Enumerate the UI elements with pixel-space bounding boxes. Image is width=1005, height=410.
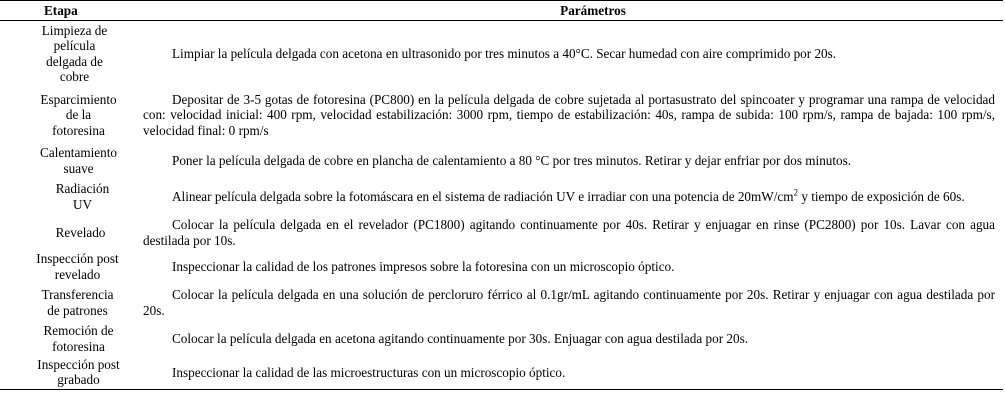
table-row: [0, 87, 1003, 144]
table-row: [0, 322, 1003, 356]
stage-cell: Inspección post revelado: [36, 251, 119, 282]
parameters-cell: Depositar de 3-5 gotas de fotoresina (PC800) en la película delgada de cobre sujetada al portasustrato del spincoater y programar una rampa de velocidad con: velocidad inicial: 400 rpm, velocidad estabilización: 3000 rpm, tiempo de estabilización: 40s, rampa de subida: 100 rpm/s, rampa de bajada: 100 rpm/s, velocidad final: 0 rpm/s: [143, 92, 995, 138]
stage-cell: Radiación UV: [55, 181, 110, 212]
table-row: [0, 284, 1003, 322]
parameters-cell: Colocar la película delgada en una solución de percloruro férrico al 0.1gr/mL agitando continuamente por 20s. Retirar y enjuagar con agua destilada por 20s.: [143, 287, 995, 318]
parameters-cell: Inspeccionar la calidad de los patrones impresos sobre la fotoresina con un microscopio óptico.: [172, 258, 675, 274]
table-row: [0, 178, 1003, 216]
parameters-cell: Limpiar la película delgada con acetona en ultrasonido por tres minutos a 40°C. Secar humedad con aire comprimido por 20s.: [172, 46, 837, 62]
parameters-cell: Poner la película delgada de cobre en plancha de calentamiento a 80 °C por tres minutos. Retirar y dejar enfriar por dos minutos.: [172, 152, 852, 168]
header-stage: Etapa: [0, 1, 143, 21]
header-row: [0, 1, 1003, 21]
parameters-cell: Colocar la película delgada en el revelador (PC1800) agitando continuamente por 40s. Retirar y enjuagar en rinse (PC2800) por 10s. Lavar con agua destilada por 10s.: [143, 217, 995, 248]
parameters-text-end: y tiempo de exposición de 60s.: [798, 188, 965, 204]
table-row: [0, 216, 1003, 250]
parameters-cell: [143, 178, 1003, 216]
parameters-text: Alinear película delgada sobre la fotomáscara en el sistema de radiación UV e irradiar con una potencia de 20mW/cm: [172, 188, 794, 204]
parameters-cell: Inspeccionar la calidad de las microestructuras con un microscopio óptico.: [143, 356, 1003, 390]
table-row: [0, 144, 1003, 178]
header-parameters: Parámetros: [143, 1, 1003, 21]
superscript-exponent: 2: [793, 187, 799, 198]
table-row: [0, 21, 1003, 87]
stage-cell: Limpieza de película delgada de cobre: [41, 23, 108, 85]
table-header: [0, 1, 1003, 21]
table-row: [0, 356, 1003, 390]
stage-cell: Transferencia de patrones: [41, 287, 114, 318]
table-row: [0, 250, 1003, 284]
stage-cell: Calentamiento suave: [40, 145, 117, 176]
stage-cell: Remoción de fotoresina: [43, 323, 114, 354]
parameters-cell: Colocar la película delgada en acetona agitando continuamente por 30s. Enjuagar con agua destilada por 20s.: [172, 330, 749, 346]
stage-cell: Revelado: [55, 224, 106, 240]
stage-cell: Inspección post grabado: [0, 356, 143, 390]
stage-cell: Esparcimiento de la fotoresina: [40, 92, 117, 138]
table-body: [0, 21, 1003, 390]
